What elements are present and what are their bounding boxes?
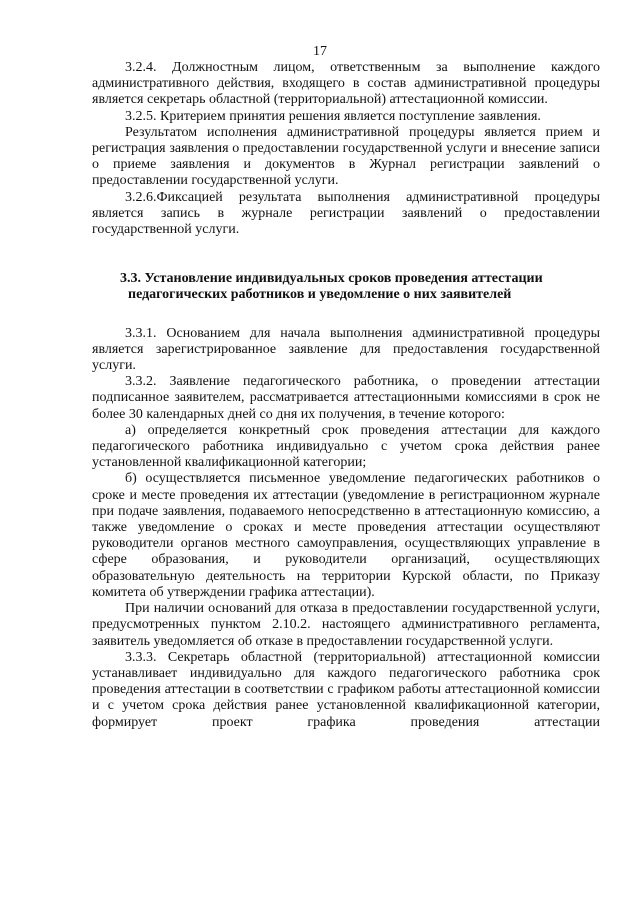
document-body bbox=[92, 60, 600, 731]
section-heading-line-2: педагогических работников и уведомление о них заявителей bbox=[128, 287, 512, 303]
paragraph-3-2-4: 3.2.4. Должностным лицом, ответственным за выполнение каждого административного действия, входящего в состав административной процедуры является секретарь областной (территориальной) аттестационной комиссии. bbox=[92, 60, 600, 108]
paragraph-3-3-3: 3.3.3. Секретарь областной (территориальной) аттестационной комиссии устанавливает индивидуально для каждого педагогического работника срок проведения аттестации в соответствии с графиком работы аттестационной комиссии и с учетом срока действия ранее установленной квалификационной категории, формирует проект графика проведения аттестации bbox=[92, 649, 600, 730]
paragraph-result: Результатом исполнения административной процедуры является прием и регистрация заявления о предоставлении государственной услуги и внесение записи о приеме заявления и документов в Журнал регистрации заявлений о предоставлении государственной услуги. bbox=[92, 124, 600, 189]
paragraph-3-3-2: 3.3.2. Заявление педагогического работника, о проведении аттестации подписанное заявителем, рассматривается аттестационными комиссиями в срок не более 30 календарных дней со дня их получения, в течение которого: bbox=[92, 374, 600, 422]
paragraph-item-b: б) осуществляется письменное уведомление педагогических работников о сроке и месте проведения их аттестации (уведомление в регистрационном журнале при подаче заявления, подаваемого непосредственно в аттестационную комиссию, а также уведомление о сроках и месте проведения аттестации осуществляют руководители органов местного самоуправления, осуществляющих управление в сфере образования, и руководители организаций, осуществляющих образовательную деятельность на территории Курской области, по Приказу комитета об утверждении графика аттестации). bbox=[92, 471, 600, 600]
paragraph-3-3-1: 3.3.1. Основанием для начала выполнения административной процедуры является зарегистрированное заявление для предоставления государственной услуги. bbox=[92, 325, 600, 374]
paragraph-3-2-6: 3.2.6.Фиксацией результата выполнения административной процедуры является запись в журнале регистрации заявлений о предоставлении государственной услуги. bbox=[92, 189, 600, 238]
paragraph-3-2-5: 3.2.5. Критерием принятия решения является поступление заявления. bbox=[125, 108, 541, 124]
section-heading-line-1: 3.3. Установление индивидуальных сроков проведения аттестации bbox=[120, 271, 543, 287]
section-heading-3-3 bbox=[92, 271, 600, 303]
paragraph-item-a: а) определяется конкретный срок проведения аттестации для каждого педагогического работника индивидуально с учетом срока действия ранее установленной квалификационной категории; bbox=[92, 422, 600, 471]
page-number: 17 bbox=[313, 44, 327, 59]
paragraph-refusal: При наличии оснований для отказа в предоставлении государственной услуги, предусмотренных пунктом 2.10.2. настоящего административного регламента, заявитель уведомляется об отказе в предоставлении государственной услуги. bbox=[92, 601, 600, 649]
